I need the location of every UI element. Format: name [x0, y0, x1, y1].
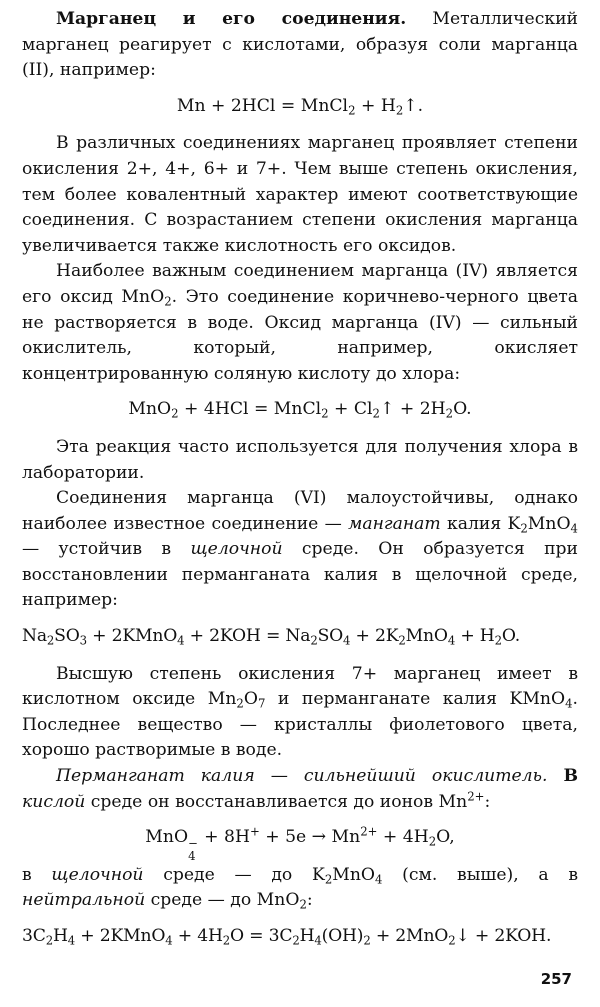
p7-italic: Перманганат калия — сильнейший окислитель.: [56, 766, 548, 787]
eq3-part: + 2K: [350, 626, 399, 647]
p6-part: Высшую степень окисления 7+ марганец имеет в кислотном оксиде Mn: [22, 663, 578, 710]
p7-italic: кислой: [22, 791, 86, 812]
p8-colon: :: [306, 890, 313, 911]
eq3-part: O.: [501, 626, 520, 647]
page-content: [22, 7, 578, 962]
eq5-part: H: [52, 926, 68, 946]
p3-part: Наиболее важным соединением марганца (IV) является его оксид MnO: [22, 261, 578, 307]
p7-sup: 2+: [467, 789, 485, 804]
eq4-sup: +: [249, 824, 260, 839]
eq3-sub: 3: [79, 633, 87, 648]
eq5-sub: 4: [67, 933, 75, 948]
eq3-sub: 2: [494, 633, 502, 648]
eq2-sub: 2: [171, 406, 179, 421]
eq5-part: H: [299, 926, 315, 946]
paragraph-5: [22, 486, 578, 614]
p6-sub: 2: [236, 696, 244, 711]
eq5-sub: 2: [222, 933, 231, 948]
p7-bold: В: [563, 766, 578, 787]
equation-3: [22, 624, 578, 650]
page-number: 257: [540, 970, 572, 988]
eq5-part: 3C: [22, 926, 46, 946]
p6-sub: 7: [257, 696, 266, 711]
paragraph-3: [22, 259, 578, 387]
p8-part: (см. выше), а в: [402, 864, 579, 885]
eq3-sub: 2: [46, 633, 55, 648]
p5-italic: щелочной: [190, 539, 283, 560]
equation-1: [22, 94, 578, 120]
eq5-sub: 4: [165, 933, 173, 948]
section-title: Марганец и его соединения.: [56, 9, 407, 29]
eq5-part: + 4H: [172, 926, 223, 946]
p5-sub: 2: [520, 521, 528, 536]
p5-part: среде. Он образуется при восстановлении перманганата калия в щелочной среде, например:: [22, 539, 578, 611]
eq2-sub: 2: [445, 406, 454, 421]
p8-sub: 4: [375, 872, 383, 887]
p6-sub: 4: [565, 696, 573, 711]
p6-part: и перманганате калия KMnO: [277, 689, 566, 710]
equation-2: [22, 397, 578, 423]
p5-part: Соединения марганца (VI) малоустойчивы, однако наиболее известное соединение —: [22, 488, 578, 534]
eq3-sub: 2: [310, 633, 318, 648]
p8-italic: щелочной: [51, 864, 144, 885]
paragraph-1-text: Металлический марганец реагирует с кислотами, образуя соли марганца (II), например:: [22, 9, 578, 81]
p8-part: MnO: [332, 864, 376, 885]
paragraph-1: [22, 7, 578, 84]
p3-sub: 2: [164, 294, 172, 309]
paragraph-7: [22, 764, 578, 815]
eq4-sub: 2: [428, 834, 437, 849]
eq5-part: ↓ + 2KOH.: [455, 926, 552, 946]
eq3-part: + 2KOH = Na: [184, 626, 311, 647]
paragraph-8: [22, 863, 578, 914]
eq5-sub: 2: [292, 933, 300, 948]
eq4-sub: 4: [188, 848, 196, 863]
eq5-sub: 2: [448, 933, 456, 948]
p7-colon: :: [484, 791, 491, 812]
p8-part: среде — до MnO: [150, 890, 300, 911]
eq4-sup: −: [188, 836, 198, 851]
eq3-part: + H: [455, 626, 495, 647]
eq3-part: SO: [317, 626, 344, 647]
p8-italic: нейтральной: [22, 890, 146, 911]
eq1-part: Mn + 2HCl = MnCl: [176, 95, 349, 116]
eq4-part: O,: [436, 827, 455, 848]
eq5-part: + 2KMnO: [74, 926, 166, 946]
eq5-part: (OH): [321, 926, 364, 946]
p5-part: калия K: [447, 513, 521, 534]
paragraph-6: [22, 662, 578, 764]
eq2-part: O.: [453, 399, 472, 420]
eq1-sub: 2: [395, 103, 404, 118]
eq3-sub: 4: [447, 633, 456, 648]
eq3-sub: 4: [343, 633, 351, 648]
eq5-sub: 2: [363, 933, 371, 948]
eq2-part: MnO: [128, 399, 172, 420]
paragraph-2: В различных соединениях марганец проявляет степени окисления 2+, 4+, 6+ и 7+. Чем выше степень окисления, тем более ковалентный характер имеют соответствующие соединения. С возрастанием степени окисления марганца увеличивается также кислотность его оксидов.: [22, 133, 578, 256]
p5-part: — устойчив в: [22, 539, 172, 560]
p5-italic: манганат: [348, 513, 441, 534]
eq1-part: + H: [355, 95, 396, 116]
equation-5: [22, 924, 578, 950]
eq1-sub: 2: [348, 103, 356, 118]
eq3-sub: 4: [177, 633, 185, 648]
p8-sub: 2: [324, 872, 333, 887]
p6-part: O: [243, 689, 258, 710]
eq2-part: ↑ + 2H: [379, 399, 446, 420]
p3-part: . Это соединение коричнево-черного цвета не растворяется в воде. Оксид марганца (IV) — сильный окислитель, который, например, окисляет концентрированную соляную кислоту до хлора:: [22, 286, 578, 384]
equation-4: [22, 824, 578, 863]
eq3-part: SO: [54, 626, 80, 647]
eq3-part: MnO: [405, 626, 448, 647]
eq3-part: + 2KMnO: [86, 626, 178, 647]
eq5-part: O = 3C: [230, 926, 293, 946]
p7-part: среде он восстанавливается до ионов Mn: [90, 791, 468, 812]
p8-sub: 2: [299, 897, 307, 912]
eq2-part: + 4HCl = MnCl: [178, 399, 322, 420]
eq4-part: + 8H: [198, 827, 250, 848]
eq4-part: + 4H: [377, 827, 429, 848]
paragraph-4: Эта реакция часто используется для получения хлора в лаборатории.: [22, 436, 578, 483]
eq4-part: + 5e → Mn: [259, 827, 361, 848]
eq2-sub: 2: [372, 406, 380, 421]
p8-part: среде — до K: [163, 864, 325, 885]
p6-part: . Последнее вещество — кристаллы фиолетового цвета, хорошо растворимые в воде.: [22, 689, 578, 761]
eq3-part: Na: [22, 626, 47, 647]
eq4-sup: 2+: [360, 824, 378, 839]
eq1-part: ↑.: [403, 95, 424, 116]
eq5-part: + 2MnO: [370, 926, 449, 946]
eq2-sub: 2: [321, 406, 329, 421]
eq5-sub: 4: [314, 933, 322, 948]
p8-part: в: [22, 864, 32, 885]
eq4-part: MnO: [145, 827, 189, 848]
eq2-part: + Cl: [328, 399, 373, 420]
eq3-sub: 2: [398, 633, 406, 648]
p5-sub: 4: [570, 521, 578, 536]
eq5-sub: 2: [45, 933, 53, 948]
p5-part: MnO: [527, 513, 571, 534]
